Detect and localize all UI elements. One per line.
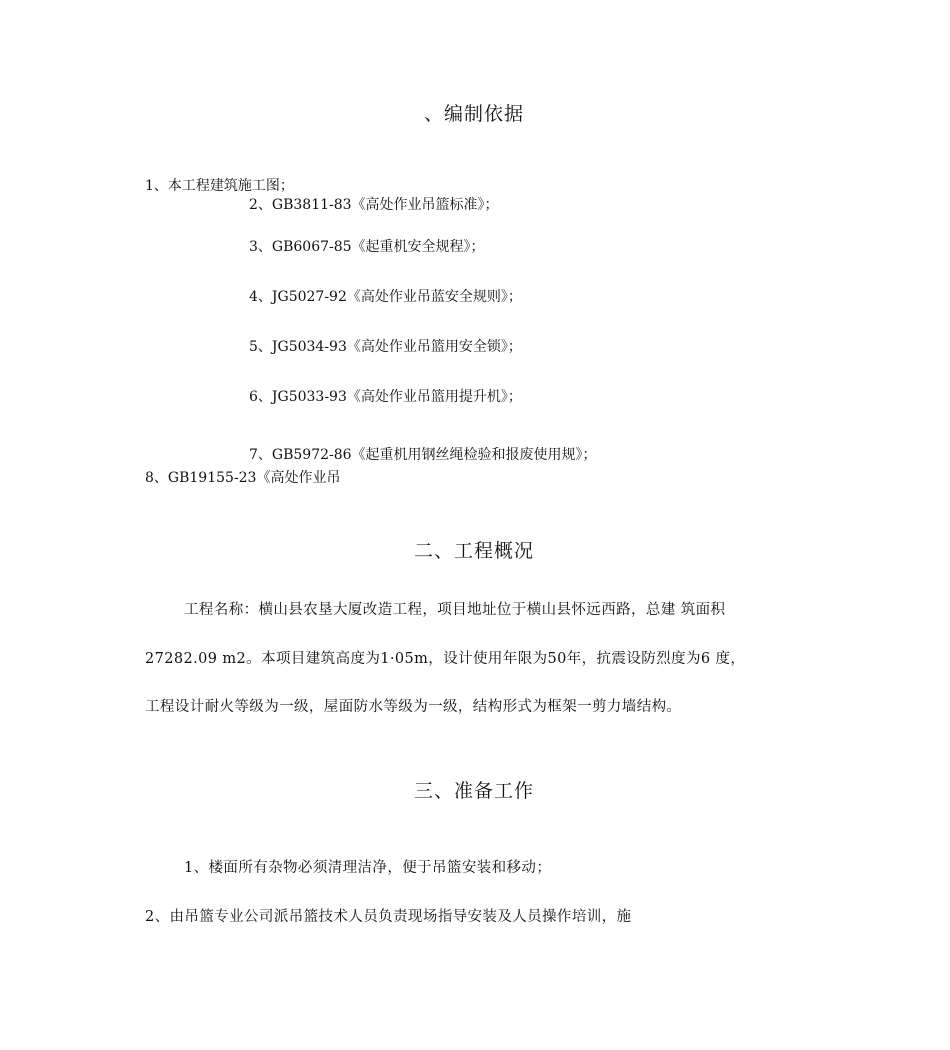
basis-item-7: 7、GB5972-86《起重机用钢丝绳检验和报废使用规》；	[249, 447, 597, 463]
section-3-heading: 三、准备工作	[414, 780, 535, 802]
overview-line-1: 工程名称：横山县农垦大厦改造工程，项目地址位于横山县怀远西路，总建 筑面积	[184, 602, 726, 618]
basis-item-5: 5、JG5034-93《高处作业吊篮用安全锁》；	[249, 339, 522, 355]
section-2-heading: 二、工程概况	[414, 540, 535, 562]
prep-item-1: 1、楼面所有杂物必须清理洁净，便于吊篮安装和移动；	[184, 860, 552, 876]
basis-item-3: 3、GB6067-85《起重机安全规程》；	[249, 239, 485, 255]
overview-line-2: 27282.09 m2。本项目建筑高度为1·05m，设计使用年限为50年，抗震设防烈度为6 度，	[145, 651, 746, 667]
basis-item-6: 6、JG5033-93《高处作业吊篮用提升机》；	[249, 389, 522, 405]
basis-item-1: 1、本工程建筑施工图；	[145, 178, 294, 194]
overview-line-3: 工程设计耐火等级为一级，屋面防水等级为一级，结构形式为框架一剪力墙结构。	[145, 699, 682, 715]
basis-item-4: 4、JG5027-92《高处作业吊蓝安全规则》；	[249, 289, 522, 305]
basis-item-2: 2、GB3811-83《高处作业吊篮标准》；	[249, 197, 499, 213]
basis-item-8: 8、GB19155-23《高处作业吊	[145, 470, 341, 486]
section-1-heading: 、编制依据	[424, 103, 525, 125]
prep-item-2: 2、由吊篮专业公司派吊篮技术人员负责现场指导安装及人员操作培训，施	[145, 909, 632, 925]
